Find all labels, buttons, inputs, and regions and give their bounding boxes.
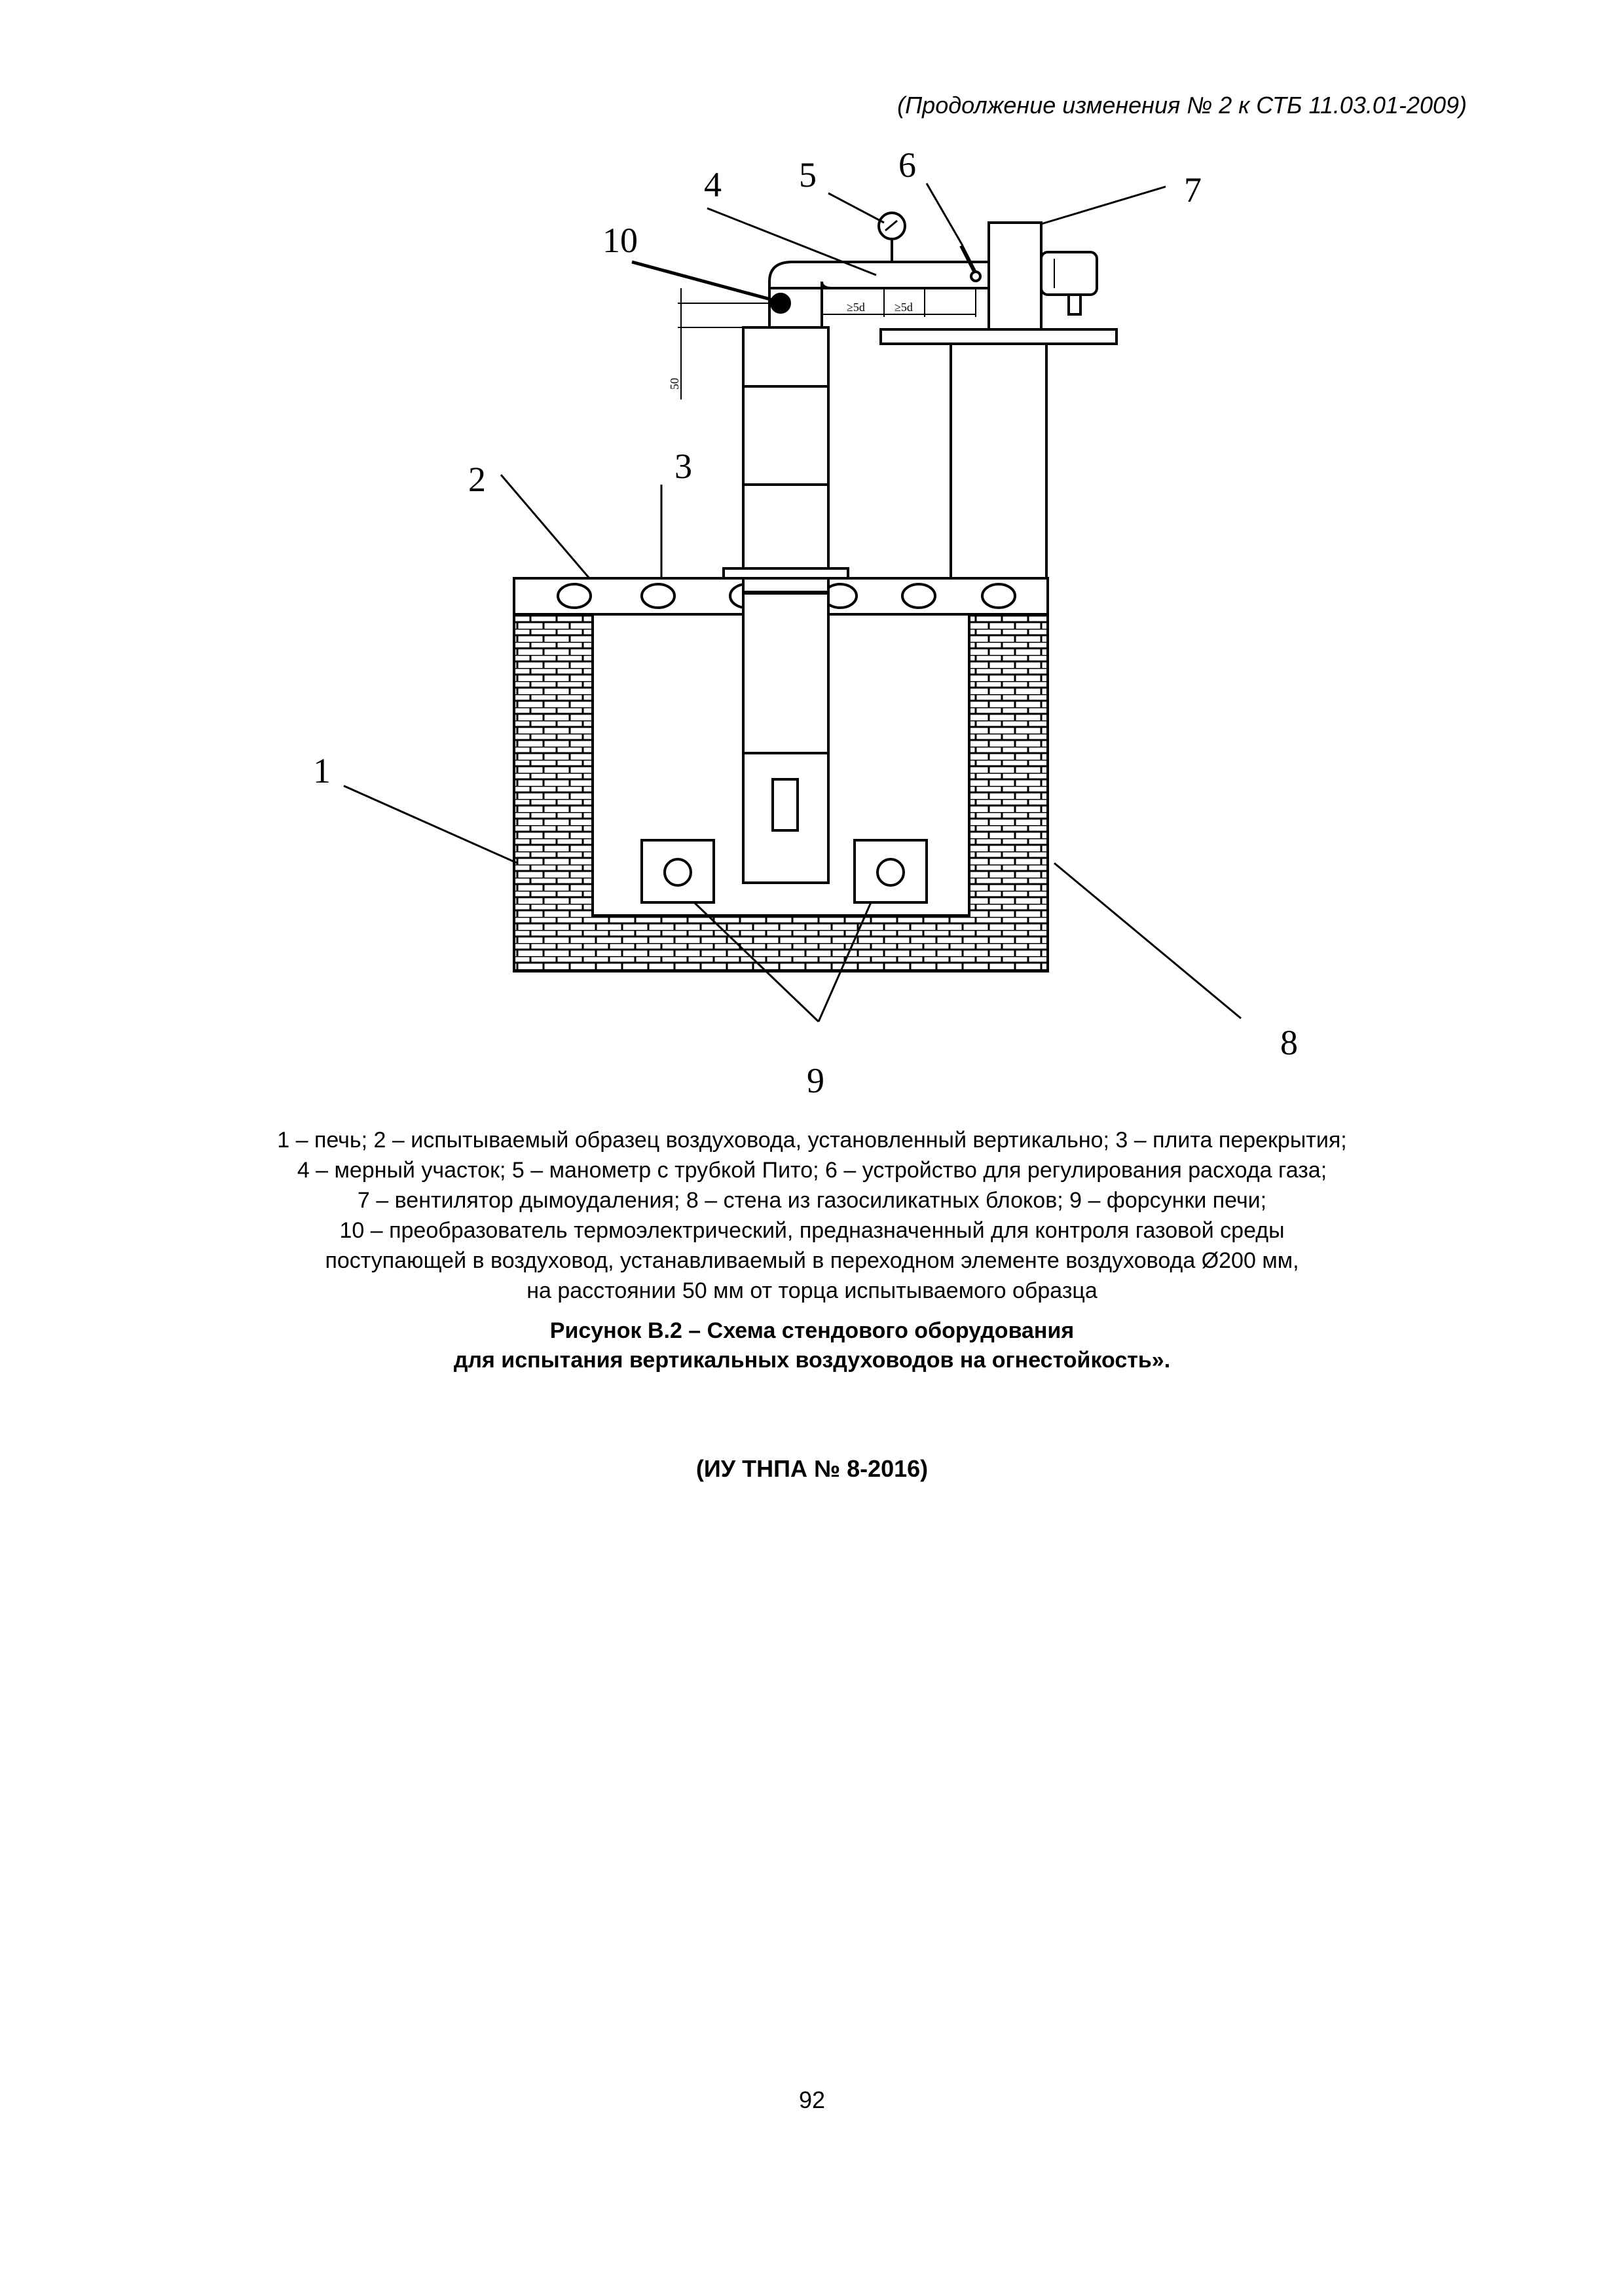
legend-line: 7 – вентилятор дымоудаления; 8 – стена из газосиликатных блоков; 9 – форсунки печи; — [357, 1188, 1267, 1213]
label-8: 8 — [1280, 1023, 1298, 1062]
legend-line: 1 – печь; 2 – испытываемый образец воздуховода, установленный вертикально; 3 – плита перекрытия; — [277, 1128, 1347, 1153]
label-7: 7 — [1184, 170, 1202, 210]
label-10: 10 — [602, 221, 638, 260]
dimension-label: ≥5d — [847, 301, 865, 314]
exhaust-fan — [989, 223, 1097, 329]
legend-line: на расстоянии 50 мм от торца испытываемого образца — [526, 1278, 1098, 1303]
caption-line: для испытания вертикальных воздуховодов на огнестойкость». — [453, 1348, 1171, 1373]
tested-duct — [724, 327, 848, 883]
furnace-burner — [855, 840, 927, 902]
label-1: 1 — [313, 751, 331, 790]
dimension-label: ≥5d — [895, 301, 913, 314]
pressure-gauge — [879, 213, 905, 262]
caption-line: Рисунок В.2 – Схема стендового оборудования — [549, 1318, 1075, 1343]
dimension-label: 50 — [668, 378, 681, 390]
page-number: 92 — [798, 2086, 826, 2113]
label-4: 4 — [704, 165, 722, 204]
furnace-burner — [642, 840, 714, 902]
measuring-section — [796, 262, 989, 317]
label-6: 6 — [898, 145, 916, 185]
label-3: 3 — [674, 447, 692, 486]
fan-support — [881, 329, 1116, 578]
label-2: 2 — [468, 460, 486, 499]
page-header: (Продолжение изменения № 2 к СТБ 11.03.01-2009) — [897, 92, 1467, 119]
legend-line: поступающей в воздуховод, устанавливаемый в переходном элементе воздуховода Ø200 мм, — [325, 1248, 1299, 1273]
legend-line: 10 – преобразователь термоэлектрический, предназначенный для контроля газовой среды — [339, 1218, 1285, 1243]
figure-caption — [0, 1316, 1624, 1375]
test-stand-diagram — [0, 0, 1624, 1126]
thermocouple-marker — [771, 294, 790, 312]
legend-line: 4 – мерный участок; 5 – манометр с трубкой Пито; 6 – устройство для регулирования расхода газа; — [297, 1158, 1327, 1183]
label-9: 9 — [807, 1061, 824, 1100]
document-reference: (ИУ ТНПА № 8-2016) — [695, 1455, 929, 1482]
figure-legend — [0, 1125, 1624, 1306]
label-5: 5 — [799, 155, 817, 194]
